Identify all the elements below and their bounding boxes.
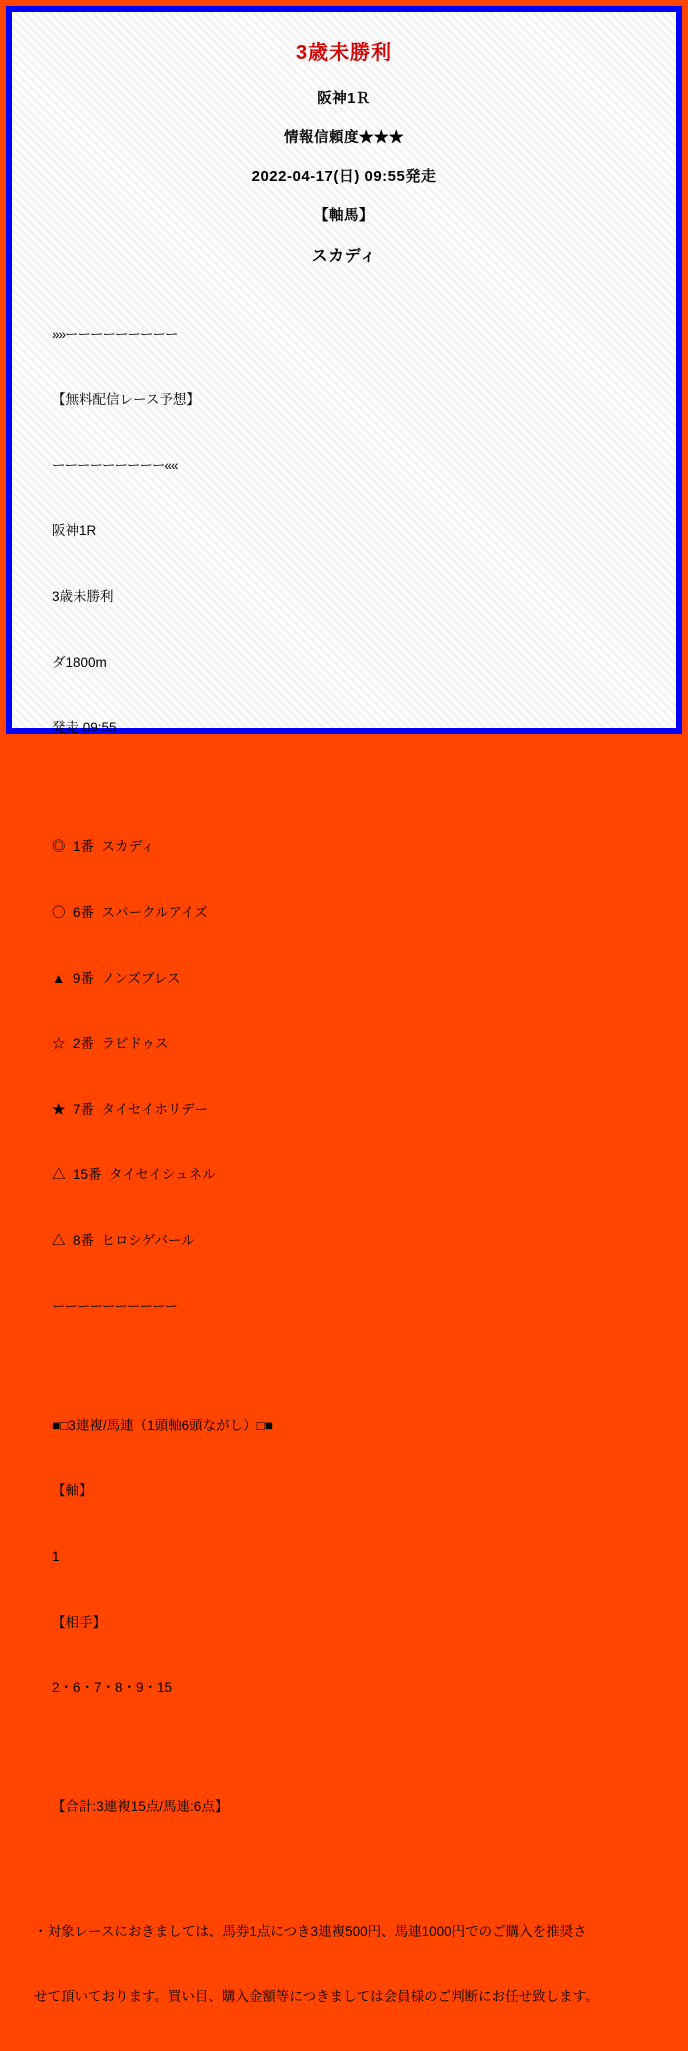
- spacer: [52, 783, 658, 793]
- prediction-block: [30, 280, 658, 1862]
- pick-item: ▲ 9番 ノンズブレス: [52, 970, 181, 986]
- note-line: ・対象レースにおきましては、馬券1点につき3連複500円、馬連1000円でのご購入を推奨さ: [34, 1924, 587, 1940]
- document-page: [12, 12, 676, 2004]
- prediction-race: 阪神1R: [52, 523, 97, 539]
- bet-heading: ■□3連複/馬連（1頭軸6頭ながし）□■: [52, 1417, 273, 1433]
- note-line: せて頂いております。買い目、購入金額等につきましては会員様のご判断にお任せ致します。: [34, 1988, 599, 2004]
- bet-axis-label: 【軸】: [52, 1483, 93, 1499]
- bet-axis-value: 1: [52, 1548, 60, 1564]
- page-title: 3歳未勝利: [295, 42, 393, 64]
- notes-block: [30, 1878, 658, 2051]
- prediction-course: ダ1800m: [52, 654, 107, 670]
- prediction-class: 3歳未勝利: [52, 589, 114, 605]
- race-datetime: 2022-04-17(日) 09:55発走: [251, 168, 437, 185]
- pick-item: ◎ 1番 スカディ: [52, 839, 155, 855]
- confidence-rating: 情報信頼度★★★: [284, 130, 404, 146]
- blue-border-frame: [6, 6, 682, 2004]
- pick-item: △ 15番 タイセイシュネル: [52, 1167, 216, 1183]
- divider-bottom: ーーーーーーーーー««: [52, 457, 178, 473]
- prediction-start: 発走 09:55: [52, 720, 117, 736]
- divider-top: »»ーーーーーーーーー: [52, 326, 178, 342]
- pick-item: ☆ 2番 ラピドゥス: [52, 1036, 169, 1052]
- race-name: 阪神1Ｒ: [317, 91, 371, 107]
- pick-item: ★ 7番 タイセイホリデー: [52, 1101, 209, 1117]
- pick-item: 〇 6番 スパークルアイズ: [52, 905, 208, 921]
- divider-end: ーーーーーーーーーー: [52, 1298, 177, 1314]
- axis-horse-label: 【軸馬】: [314, 208, 374, 224]
- spacer: [52, 1743, 658, 1753]
- prediction-heading: 【無料配信レース予想】: [52, 392, 200, 408]
- bet-partners-label: 【相手】: [52, 1614, 106, 1630]
- bet-total: 【合計:3連複15点/馬連:6点】: [52, 1799, 229, 1815]
- pick-item: △ 8番 ヒロシゲパール: [52, 1232, 195, 1248]
- bet-partners-value: 2・6・7・8・9・15: [52, 1680, 173, 1696]
- spacer: [52, 1361, 658, 1371]
- axis-horse-name: スカディ: [311, 248, 377, 265]
